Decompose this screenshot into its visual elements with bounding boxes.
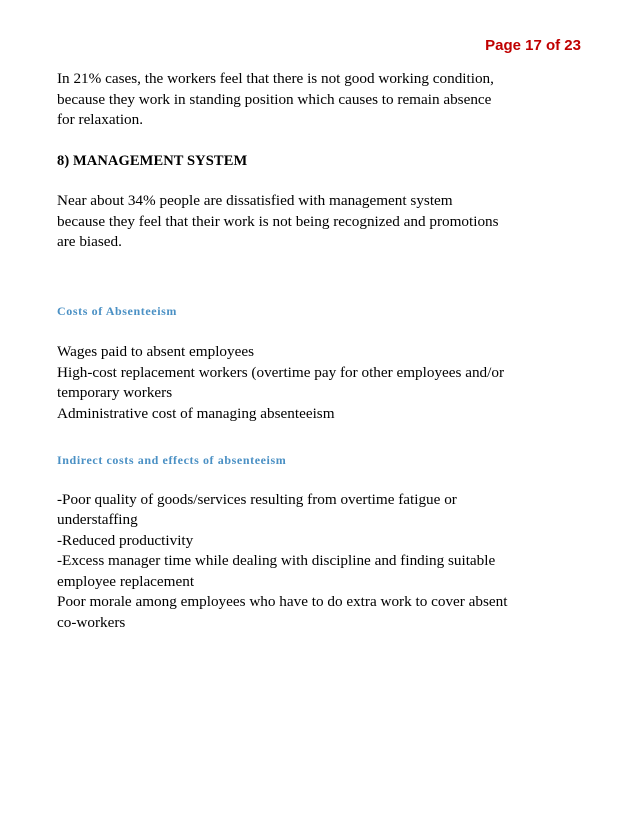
page-content: [57, 69, 597, 633]
list-item: Poor morale among employees who have to do extra work to cover absent co-workers: [57, 593, 508, 631]
list-item: -Excess manager time while dealing with discipline and finding suitable employee replacement: [57, 552, 496, 590]
costs-of-absenteeism-heading: Costs of Absenteeism: [57, 303, 177, 318]
list-item: -Reduced productivity: [57, 531, 194, 549]
list-item: High-cost replacement workers (overtime pay for other employees and/or temporary workers: [57, 363, 505, 401]
indirect-costs-list: [57, 490, 597, 634]
section-heading-management-system: 8) MANAGEMENT SYSTEM: [57, 152, 248, 169]
list-item: Administrative cost of managing absenteeism: [57, 404, 335, 422]
list-item: -Poor quality of goods/services resulting from overtime fatigue or understaffing: [57, 490, 457, 528]
indirect-costs-heading: Indirect costs and effects of absenteeism: [57, 453, 287, 467]
page-number: Page 17 of 23: [485, 37, 581, 54]
paragraph-working-condition: In 21% cases, the workers feel that there is not good working condition, because they work in standing position which causes to remain absence for relaxation.: [57, 70, 494, 128]
costs-list: [57, 342, 597, 424]
paragraph-management-system: Near about 34% people are dissatisfied with management system because they feel that their work is not being recognized and promotions are biased.: [57, 192, 499, 250]
list-item: Wages paid to absent employees: [57, 343, 254, 360]
